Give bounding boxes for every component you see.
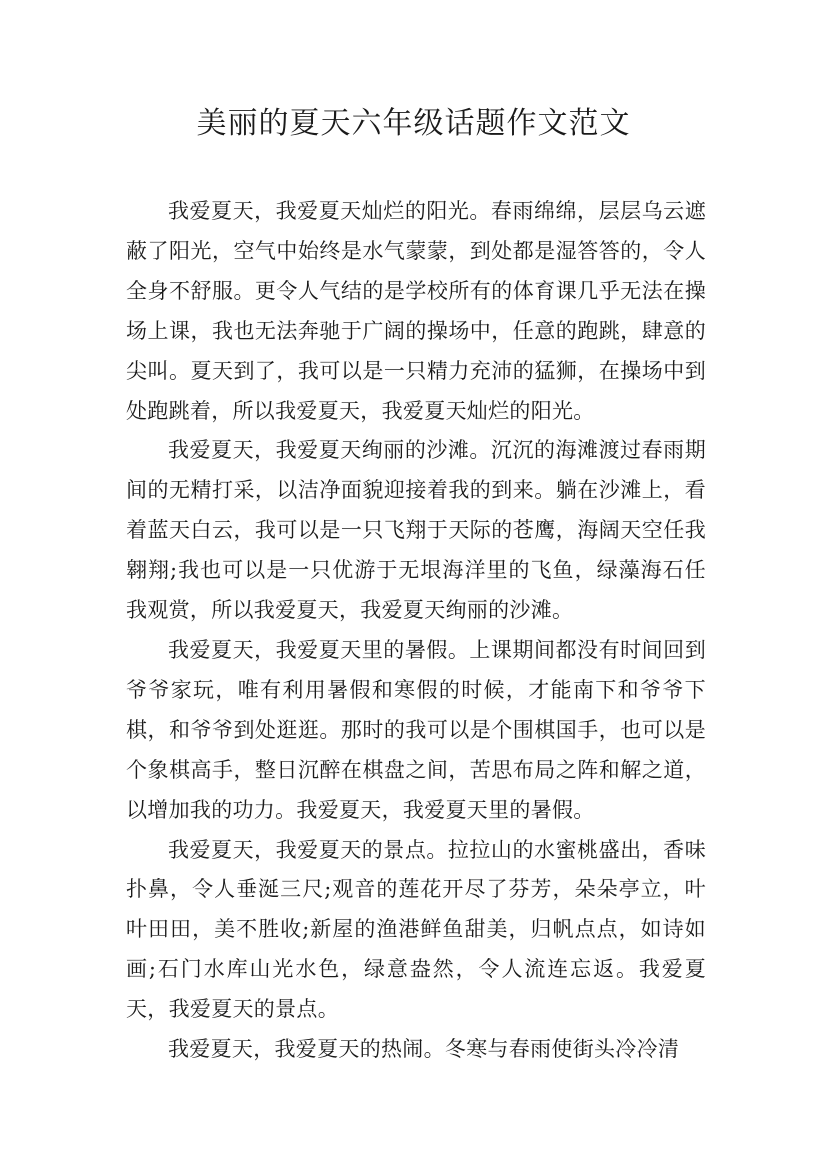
paragraph-summer-vacation: 我爱夏天，我爱夏天里的暑假。上课期间都没有时间回到爷爷家玩，唯有利用暑假和寒假的时候，才能南下和爷爷下棋，和爷爷到处逛逛。那时的我可以是个围棋国手，也可以是个象棋高手，整日沉醉在棋盘之间，苦思布局之阵和解之道，以增加我的功力。我爱夏天，我爱夏天里的暑假。 [126,637,706,822]
paragraph-sunshine: 我爱夏天，我爱夏天灿烂的阳光。春雨绵绵，层层乌云遮蔽了阳光，空气中始终是水气蒙蒙，到处都是湿答答的，令人全身不舒服。更令人气结的是学校所有的体育课几乎无法在操场上课，我也无法奔驰于广阔的操场中，任意的跑跳，肆意的尖叫。夏天到了，我可以是一只精力充沛的猛狮，在操场中到处跑跳着，所以我爱夏天，我爱夏天灿烂的阳光。 [126,199,706,423]
paragraph-bustle: 我爱夏天，我爱夏天的热闹。冬寒与春雨使街头冷冷清 [168,1037,680,1062]
paragraph-beach: 我爱夏天，我爱夏天绚丽的沙滩。沉沉的海滩渡过春雨期间的无精打采，以洁净面貌迎接着我的到来。躺在沙滩上，看着蓝天白云，我可以是一只飞翔于天际的苍鹰，海阔天空任我翱翔;我也可以是一只优游于无垠海洋里的飞鱼，绿藻海石任我观赏，所以我爱夏天，我爱夏天绚丽的沙滩。 [126,438,706,623]
paragraph-scenic-spots: 我爱夏天，我爱夏天的景点。拉拉山的水蜜桃盛出，香味扑鼻，令人垂涎三尺;观音的莲花开尽了芬芳，朵朵亭立，叶叶田田，美不胜收;新屋的渔港鲜鱼甜美，归帆点点，如诗如画;石门水库山光水色，绿意盎然，令人流连忘返。我爱夏天，我爱夏天的景点。 [126,837,706,1022]
document-title: 美丽的夏天六年级话题作文范文 [196,106,631,141]
document-body [126,192,706,1070]
